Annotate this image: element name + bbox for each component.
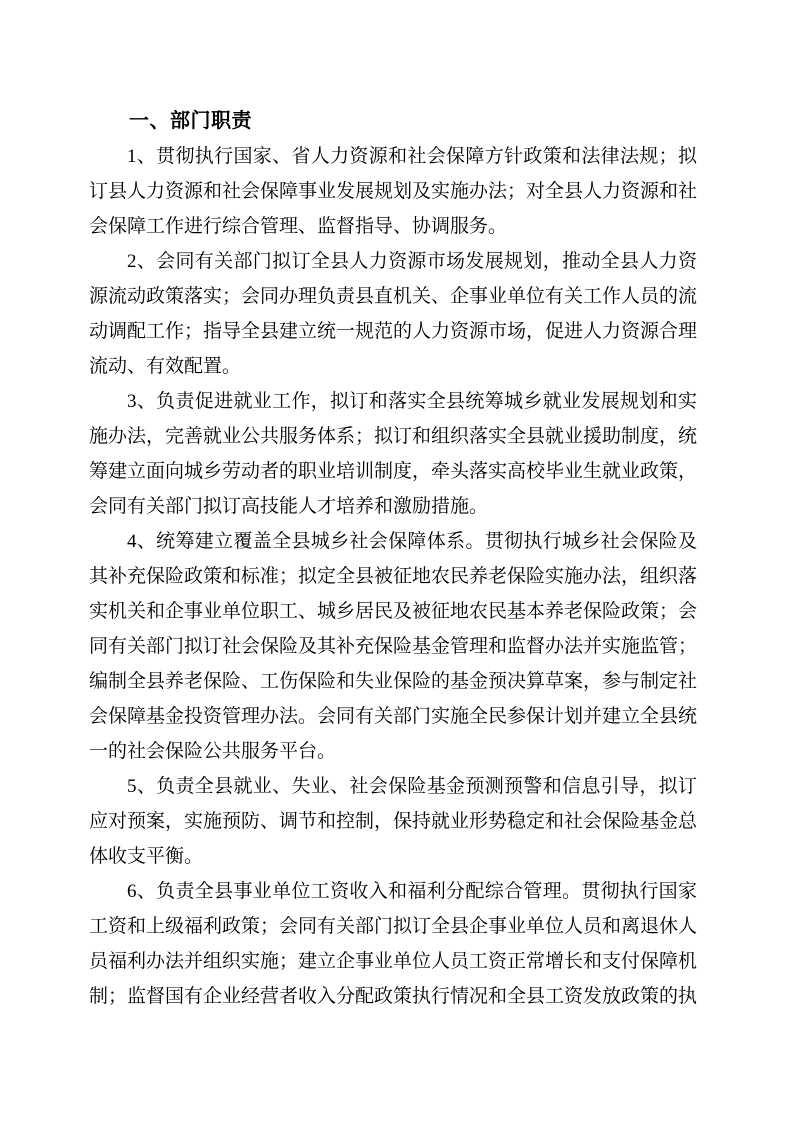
section-heading: 一、部门职责: [129, 110, 252, 132]
paragraph-2: 2、会同有关部门拟订全县人力资源市场发展规划，推动全县人力资源流动政策落实；会同办理负责县直机关、企事业单位有关工作人员的流动调配工作；指导全县建立统一规范的人力资源市场，促进人力资源合理流动、有效配置。: [89, 251, 698, 377]
paragraph-6: 6、负责全县事业单位工资收入和福利分配综合管理。贯彻执行国家工资和上级福利政策；会同有关部门拟订全县企事业单位人员和离退休人员福利办法并组织实施；建立企事业单位人员工资正常增长和支付保障机制；监督国有企业经营者收入分配政策执行情况和全县工资发放政策的执: [89, 881, 698, 1007]
document-body: [89, 104, 697, 1014]
paragraph-4: 4、统筹建立覆盖全县城乡社会保障体系。贯彻执行城乡社会保险及其补充保险政策和标准；拟定全县被征地农民养老保险实施办法，组织落实机关和企事业单位职工、城乡居民及被征地农民基本养老保险政策；会同有关部门拟订社会保险及其补充保险基金管理和监督办法并实施监管；编制全县养老保险、工伤保险和失业保险的基金预决算草案，参与制定社会保障基金投资管理办法。会同有关部门实施全民参保计划并建立全县统一的社会保险公共服务平台。: [89, 531, 698, 762]
paragraph-3: 3、负责促进就业工作，拟订和落实全县统筹城乡就业发展规划和实施办法，完善就业公共服务体系；拟订和组织落实全县就业援助制度，统筹建立面向城乡劳动者的职业培训制度，牵头落实高校毕业生就业政策，会同有关部门拟订高技能人才培养和激励措施。: [89, 391, 698, 517]
paragraph-1: 1、贯彻执行国家、省人力资源和社会保障方针政策和法律法规；拟订县人力资源和社会保障事业发展规划及实施办法；对全县人力资源和社会保障工作进行综合管理、监督指导、协调服务。: [89, 146, 698, 237]
paragraph-5: 5、负责全县就业、失业、社会保险基金预测预警和信息引导，拟订应对预案，实施预防、调节和控制，保持就业形势稳定和社会保险基金总体收支平衡。: [89, 776, 698, 867]
